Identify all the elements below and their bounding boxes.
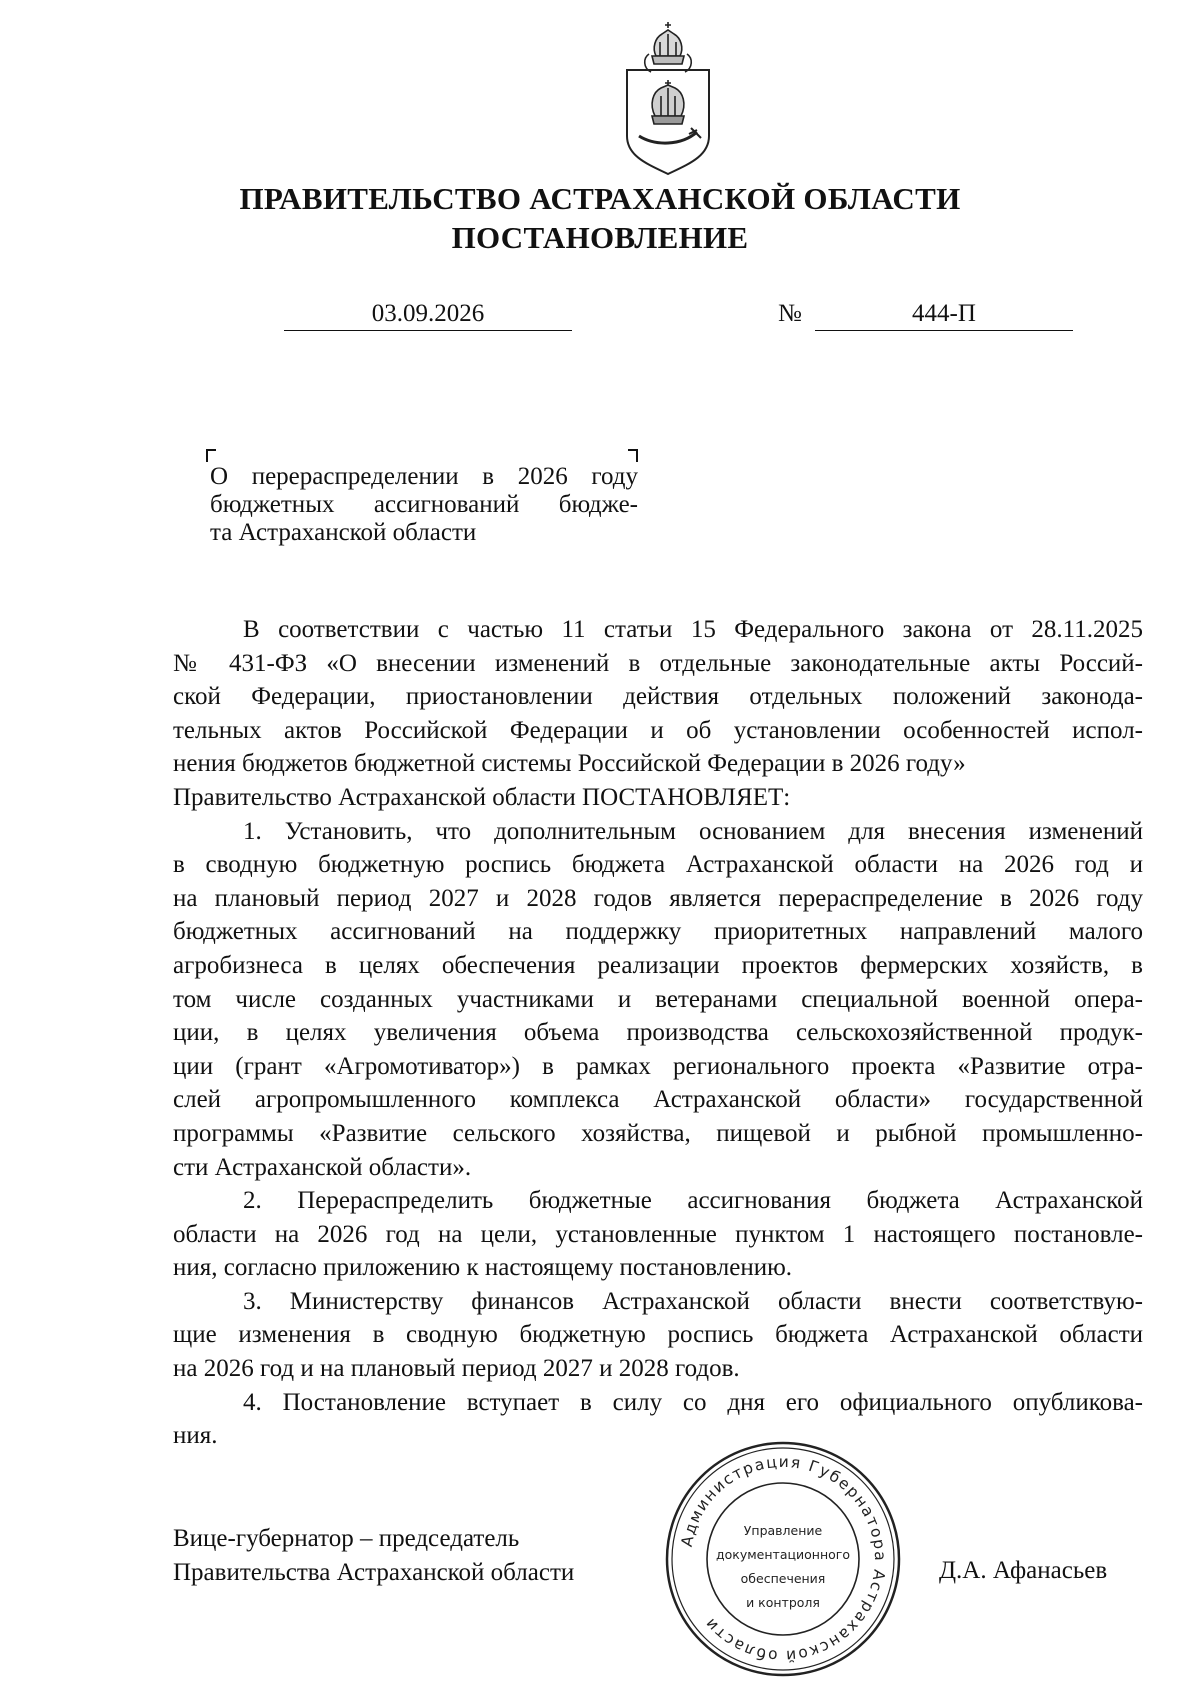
body-line: бюджетных ассигнований на поддержку приоритетных направлений малого: [173, 918, 1143, 946]
seal-center-line: Управление: [743, 1523, 823, 1538]
body-line: программы «Развитие сельского хозяйства, пищевой и рыбной промышленно-: [173, 1119, 1143, 1147]
subject-bracket-right: [628, 449, 638, 462]
body-line: тельных актов Российской Федерации и об установлении особенностей испол-: [173, 716, 1143, 744]
body-line: щие изменения в сводную бюджетную роспись бюджета Астраханской области: [173, 1321, 1143, 1349]
body-line: ния, согласно приложению к настоящему постановлению.: [173, 1254, 793, 1282]
government-title: ПРАВИТЕЛЬСТВО АСТРАХАНСКОЙ ОБЛАСТИ: [239, 181, 961, 216]
signatory-position: [173, 1522, 574, 1590]
seal-center-line: документационного: [716, 1547, 850, 1562]
body-line: на плановый период 2027 и 2028 годов является перераспределение в 2026 году: [173, 884, 1143, 912]
body-line: слей агропромышленного комплекса Астраханской области» государственной: [173, 1086, 1143, 1114]
body-line: сти Астраханской области».: [173, 1153, 472, 1181]
body-line: ской Федерации, приостановлении действия отдельных положений законода-: [173, 683, 1143, 711]
document-type: ПОСТАНОВЛЕНИЕ: [451, 220, 749, 255]
subject-line: бюджетных ассигнований бюдже-: [210, 491, 638, 518]
body-line: 3. Министерству финансов Астраханской области внести соответствую-: [243, 1287, 1143, 1315]
seal-center-line: и контроля: [746, 1595, 820, 1610]
body-line: 1. Установить, что дополнительным основанием для внесения изменений: [243, 817, 1143, 845]
body-line: том числе созданных участниками и ветеранами специальной военной опера-: [173, 985, 1143, 1013]
body-line: 4. Постановление вступает в силу со дня его официального опубликова-: [243, 1388, 1143, 1416]
seal-ring-text: Администрация Губернатора Астраханской области: [677, 1452, 890, 1666]
body-line: ния.: [173, 1422, 218, 1450]
body-line: В соответствии с частью 11 статьи 15 Федерального закона от 28.11.2025: [243, 616, 1143, 643]
body-line: Правительство Астраханской области ПОСТАНОВЛЯЕТ:: [173, 783, 791, 811]
body-line: ции (грант «Агромотиватор») в рамках регионального проекта «Развитие отра-: [173, 1052, 1143, 1080]
document-date: 03.09.2026: [284, 300, 572, 331]
body-line: в сводную бюджетную роспись бюджета Астраханской области на 2026 год и: [173, 851, 1143, 879]
number-sign: №: [778, 300, 802, 327]
signatory-position-line: Вице-губернатор – председатель: [173, 1525, 520, 1552]
document-body: [173, 613, 1143, 1453]
body-line: № 431-ФЗ «О внесении изменений в отдельные законодательные акты Россий-: [173, 649, 1143, 677]
body-line: агробизнеса в целях обеспечения реализации проектов фермерских хозяйств, в: [173, 951, 1143, 979]
subject-line: та Астраханской области: [210, 519, 477, 546]
body-line: нения бюджетов бюджетной системы Российской Федерации в 2026 году»: [173, 750, 966, 778]
subject-line: О перераспределении в 2026 году: [210, 463, 638, 490]
body-line: 2. Перераспределить бюджетные ассигнования бюджета Астраханской: [243, 1187, 1143, 1215]
body-line: на 2026 год и на плановый период 2027 и 2028 годов.: [173, 1355, 740, 1383]
coat-of-arms-icon: [619, 18, 717, 178]
signatory-position-line: Правительства Астраханской области: [173, 1559, 575, 1586]
document-number: 444-П: [815, 300, 1073, 331]
signatory-name: Д.А. Афанасьев: [939, 1557, 1108, 1584]
document-subject: [210, 463, 638, 547]
subject-bracket-left: [206, 449, 216, 462]
official-seal-icon: [664, 1440, 902, 1678]
body-line: области на 2026 год на цели, установленные пунктом 1 настоящего постановле-: [173, 1220, 1143, 1248]
seal-center-line: обеспечения: [740, 1571, 826, 1586]
body-line: ции, в целях увеличения объема производства сельскохозяйственной продук-: [173, 1019, 1143, 1047]
